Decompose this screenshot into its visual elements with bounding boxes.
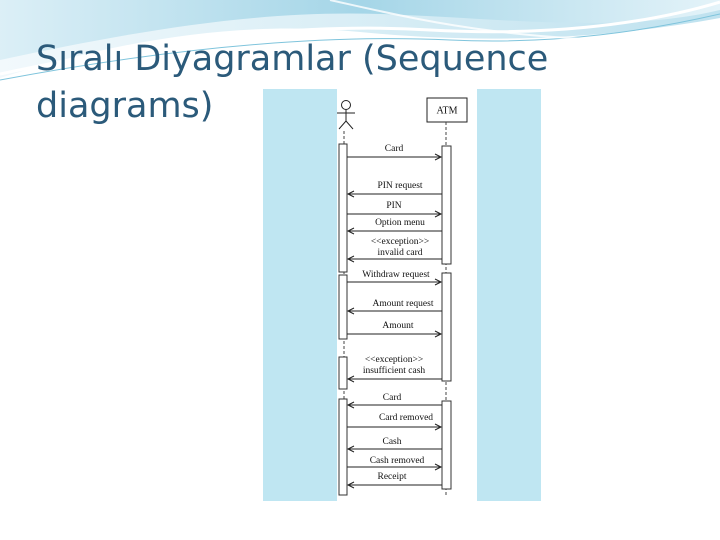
- user-activation-3: [339, 357, 347, 389]
- message-9-label-line-2: insufficient cash: [362, 366, 426, 376]
- user-activation-4: [339, 399, 347, 495]
- slide-title-line-1: Sıralı Diyagramlar (Sequence: [36, 39, 549, 79]
- message-11-label: Card removed: [378, 413, 434, 423]
- user-activation-1: [339, 144, 347, 272]
- message-1-label: Card: [384, 144, 404, 154]
- message-10-label: Card: [382, 393, 402, 403]
- slide-title-line-2: diagrams): [36, 86, 214, 126]
- atm-activation-3: [442, 401, 451, 489]
- message-5-label: <<exception>>: [370, 237, 430, 247]
- message-8-label: Amount: [382, 321, 414, 331]
- atm-activation-2: [442, 273, 451, 381]
- atm-object-label: ATM: [436, 105, 458, 117]
- message-2-label: PIN request: [377, 181, 423, 191]
- message-12-label: Cash: [382, 437, 402, 447]
- message-13-label: Cash removed: [369, 456, 425, 466]
- message-5-label-line-2: invalid card: [377, 248, 423, 258]
- diagram-white-area: [337, 89, 477, 501]
- message-3-label: PIN: [386, 201, 402, 211]
- message-14-label: Receipt: [377, 472, 407, 482]
- message-4-label: Option menu: [375, 218, 425, 228]
- message-7-label: Amount request: [372, 299, 434, 309]
- user-activation-2: [339, 275, 347, 339]
- sequence-diagram: [263, 89, 541, 501]
- message-9-label: <<exception>>: [364, 355, 424, 365]
- atm-activation-1: [442, 146, 451, 264]
- message-6-label: Withdraw request: [362, 270, 430, 280]
